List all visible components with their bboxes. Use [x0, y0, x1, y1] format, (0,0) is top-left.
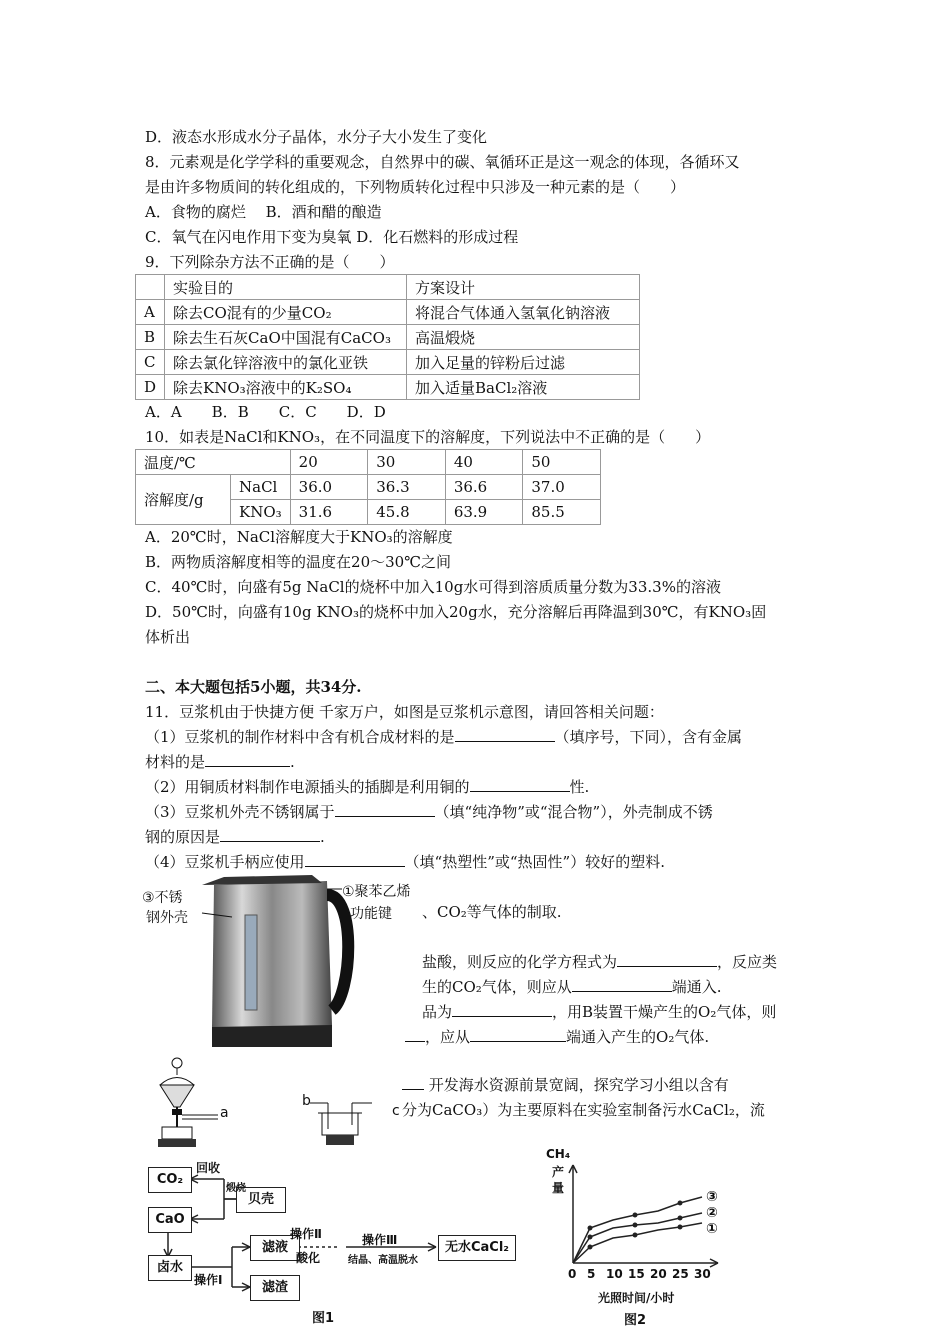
table-cell: 63.9: [445, 500, 523, 525]
q11-part1-text3: 材料的是: [145, 753, 206, 771]
table-cell: NaCl: [231, 475, 291, 500]
flow-label-calcine: 煅烧: [226, 1183, 246, 1194]
series-label-1: ①: [706, 1221, 718, 1237]
table-cell: KNO₃: [231, 500, 291, 525]
flow-box-filtrate: 滤液: [250, 1235, 300, 1261]
q11-stem: 11．豆浆机由于快捷方便 千家万户，如图是豆浆机示意图，请回答相关问题：: [145, 703, 664, 721]
q12-line5-text2: 端通入产生的O₂气体.: [566, 1028, 710, 1046]
graph-ylabel-1: CH₄: [546, 1147, 571, 1161]
table-cell: 实验目的: [165, 275, 407, 300]
apparatus-label-c: c: [392, 1103, 400, 1119]
q11-part1: [145, 727, 742, 747]
q10-option-a: A．20℃时，NaCl溶解度大于KNO₃的溶解度: [145, 528, 453, 546]
answer-blank[interactable]: [455, 727, 555, 742]
kettle-label-1b: 功能键: [350, 906, 392, 922]
q12-line1: 、CO₂等气体的制取.: [422, 903, 562, 921]
graph-ylabel-3: 量: [552, 1181, 565, 1195]
q9-stem: 9．下列除杂方法不正确的是（ ）: [145, 253, 395, 271]
q13-line1: [402, 1075, 729, 1095]
q11-part3-cont: 钢的原因是 .: [145, 828, 325, 846]
table-cell: 36.0: [290, 475, 368, 500]
table-row: [136, 450, 601, 475]
table-row: [136, 275, 640, 300]
flow-box-cacl2: 无水CaCl₂: [438, 1235, 516, 1261]
series-3-line: [573, 1197, 702, 1263]
q8-options-ab: A．食物的腐烂 B．酒和醋的酿造: [145, 203, 382, 221]
table-cell: 45.8: [368, 500, 446, 525]
flow-box-brine: 卤水: [148, 1255, 192, 1281]
q11-part1-text: （1）豆浆机的制作材料中含有机合成材料的是: [145, 728, 455, 746]
apparatus-drawing: [150, 1055, 400, 1150]
q12-line3-text2: 端通入.: [671, 978, 722, 996]
q11-part4-text: （4）豆浆机手柄应使用: [145, 853, 305, 871]
table-cell: 除去KNO₃溶液中的K₂SO₄: [165, 375, 407, 400]
apparatus-label-a: a: [220, 1105, 229, 1121]
x-tick-5: 5: [587, 1267, 596, 1281]
table-cell: 36.3: [368, 475, 446, 500]
q8-stem-line1: 8．元素观是化学学科的重要观念，自然界中的碳、氧循环正是这一观念的体现，各循环又: [145, 153, 740, 171]
q11-part1-cont: 材料的是 .: [145, 753, 295, 771]
x-axis-label: 光照时间/小时: [598, 1291, 675, 1305]
flow-box-co2: CO₂: [148, 1167, 192, 1193]
q10-option-d1: D．50℃时，向盛有10g KNO₃的烧杯中加入20g水，充分溶解后再降温到30℃，有KNO₃固: [145, 603, 767, 621]
table-row: [136, 325, 640, 350]
q13-line1-text: 开发海水资源前景宽阔，探究学习小组以含有: [428, 1076, 729, 1094]
table-cell: [136, 275, 165, 300]
flow-label-op2: 操作Ⅱ: [290, 1227, 322, 1241]
apparatus-figure: [150, 1055, 400, 1150]
q12-line5-text: ，应从: [425, 1028, 471, 1046]
q8-stem-line2: 是由许多物质间的转化组成的，下列物质转化过程中只涉及一种元素的是（ ）: [145, 178, 686, 196]
series-1-line: [573, 1223, 702, 1263]
graph-ylabel-2: 产: [552, 1165, 565, 1179]
q11-part3-text: （3）豆浆机外壳不锈钢属于: [145, 803, 335, 821]
table-cell: 40: [445, 450, 523, 475]
table-row: [136, 350, 640, 375]
figure1-caption: 图1: [312, 1311, 335, 1326]
table-cell: 将混合气体通入氢氧化钠溶液: [407, 300, 640, 325]
answer-blank[interactable]: [220, 827, 320, 842]
answer-blank[interactable]: [572, 977, 672, 992]
apparatus-label-b: b: [302, 1093, 311, 1109]
table-cell: 除去CO混有的少量CO₂: [165, 300, 407, 325]
q12-line2-text: 盐酸，则反应的化学方程式为: [422, 953, 618, 971]
q11-part1-text2: （填序号，下同），含有金属: [554, 728, 743, 746]
table-cell: 加入足量的锌粉后过滤: [407, 350, 640, 375]
series-label-2: ②: [706, 1205, 718, 1221]
flow-label-op1: 操作Ⅰ: [194, 1273, 223, 1287]
answer-blank[interactable]: [405, 1027, 425, 1042]
answer-blank[interactable]: [402, 1075, 424, 1090]
q12-line4-text: 品为: [422, 1003, 453, 1021]
table-row: [136, 375, 640, 400]
table-cell: 50: [523, 450, 601, 475]
table-cell: A: [136, 300, 165, 325]
q11-part3-text2: （填“纯净物”或“混合物”），外壳制成不锈: [434, 803, 713, 821]
q12-line5: [405, 1027, 709, 1047]
q12-line3: [422, 977, 722, 997]
q10-option-d2: 体析出: [145, 628, 191, 646]
table-cell: 除去生石灰CaO中国混有CaCO₃: [165, 325, 407, 350]
figure2-caption: 图2: [624, 1313, 647, 1328]
kettle-figure: [142, 875, 411, 1050]
q11-part2-text2: 性.: [569, 778, 590, 796]
q10-option-b: B．两物质溶解度相等的温度在20～30℃之间: [145, 553, 451, 571]
answer-blank[interactable]: [470, 1027, 566, 1042]
answer-blank[interactable]: [470, 777, 570, 792]
kettle-label-3: ③不锈: [142, 890, 183, 906]
x-tick-20: 20: [650, 1267, 667, 1281]
flow-label-acidify: 酸化: [296, 1251, 321, 1265]
x-tick-0: 0: [568, 1267, 577, 1281]
answer-blank[interactable]: [205, 752, 290, 767]
series-label-3: ③: [706, 1189, 718, 1205]
q9-options: A．A B．B C．C D．D: [145, 403, 386, 421]
table-row: [136, 300, 640, 325]
x-tick-25: 25: [672, 1267, 689, 1281]
table-cell: 36.6: [445, 475, 523, 500]
table-cell: D: [136, 375, 165, 400]
table-cell: 31.6: [290, 500, 368, 525]
series-2-line: [573, 1213, 702, 1263]
table-cell: 温度/℃: [136, 450, 291, 475]
x-tick-10: 10: [606, 1267, 623, 1281]
flow-label-op3: 操作Ⅲ: [362, 1233, 398, 1247]
table-cell: 20: [290, 450, 368, 475]
flow-label-recycle: 回收: [196, 1161, 221, 1175]
q12-line4: [422, 1002, 776, 1022]
q11-part4: [145, 852, 665, 872]
q8-options-cd: C．氧气在闪电作用下变为臭氧 D．化石燃料的形成过程: [145, 228, 519, 246]
q11-part4-text2: （填“热塑性”或“热固性”）较好的塑料.: [404, 853, 665, 871]
section-2-heading: 二、本大题包括5小题，共34分.: [145, 678, 362, 696]
table-cell: 除去氯化锌溶液中的氯化亚铁: [165, 350, 407, 375]
q10-stem: 10．如表是NaCl和KNO₃，在不同温度下的溶解度，下列说法中不正确的是（ ）: [145, 428, 711, 446]
kettle-label-1: ①聚苯乙烯: [342, 884, 411, 900]
q9-table: [135, 274, 640, 400]
q11-part2-text: （2）用铜质材料制作电源插头的插脚是利用铜的: [145, 778, 470, 796]
x-tick-30: 30: [694, 1267, 711, 1281]
table-cell: 高温煅烧: [407, 325, 640, 350]
q11-part3-text3: 钢的原因是: [145, 828, 221, 846]
answer-blank[interactable]: [305, 852, 405, 867]
x-tick-15: 15: [628, 1267, 645, 1281]
flow-label-crystallize: 结晶、高温脱水: [348, 1255, 418, 1266]
q12-line2: [422, 952, 777, 972]
methane-graph-figure: [540, 1145, 730, 1330]
table-cell: 方案设计: [407, 275, 640, 300]
q12-line2-text2: ，反应类: [717, 953, 778, 971]
q11-part2: [145, 777, 589, 797]
table-row: [136, 475, 601, 500]
table-cell: B: [136, 325, 165, 350]
q10-option-c: C．40℃时，向盛有5g NaCl的烧杯中加入10g水可得到溶质质量分数为33.3%的溶液: [145, 578, 721, 596]
q10-table: [135, 449, 601, 525]
answer-blank[interactable]: [617, 952, 717, 967]
answer-blank[interactable]: [335, 802, 435, 817]
table-cell: C: [136, 350, 165, 375]
q12-line4-text2: ，用B装置干燥产生的O₂气体，则: [552, 1003, 777, 1021]
table-cell: 加入适量BaCl₂溶液: [407, 375, 640, 400]
kettle-label-3b: 钢外壳: [146, 910, 188, 926]
table-cell: 30: [368, 450, 446, 475]
answer-blank[interactable]: [452, 1002, 552, 1017]
table-cell: 37.0: [523, 475, 601, 500]
flow-chart-figure: [140, 1155, 525, 1330]
q13-line2: 分为CaCO₃）为主要原料在实验室制备污水CaCl₂，流: [402, 1101, 765, 1119]
flow-box-residue: 滤渣: [250, 1275, 300, 1301]
table-cell: 溶解度/g: [136, 475, 231, 525]
q7-option-d: D．液态水形成水分子晶体，水分子大小发生了变化: [145, 128, 488, 146]
flow-box-cao: CaO: [148, 1207, 192, 1233]
q12-line3-text: 生的CO₂气体，则应从: [422, 978, 572, 996]
table-cell: 85.5: [523, 500, 601, 525]
flow-box-shell: 贝壳: [236, 1187, 286, 1213]
q11-part3: [145, 802, 713, 822]
